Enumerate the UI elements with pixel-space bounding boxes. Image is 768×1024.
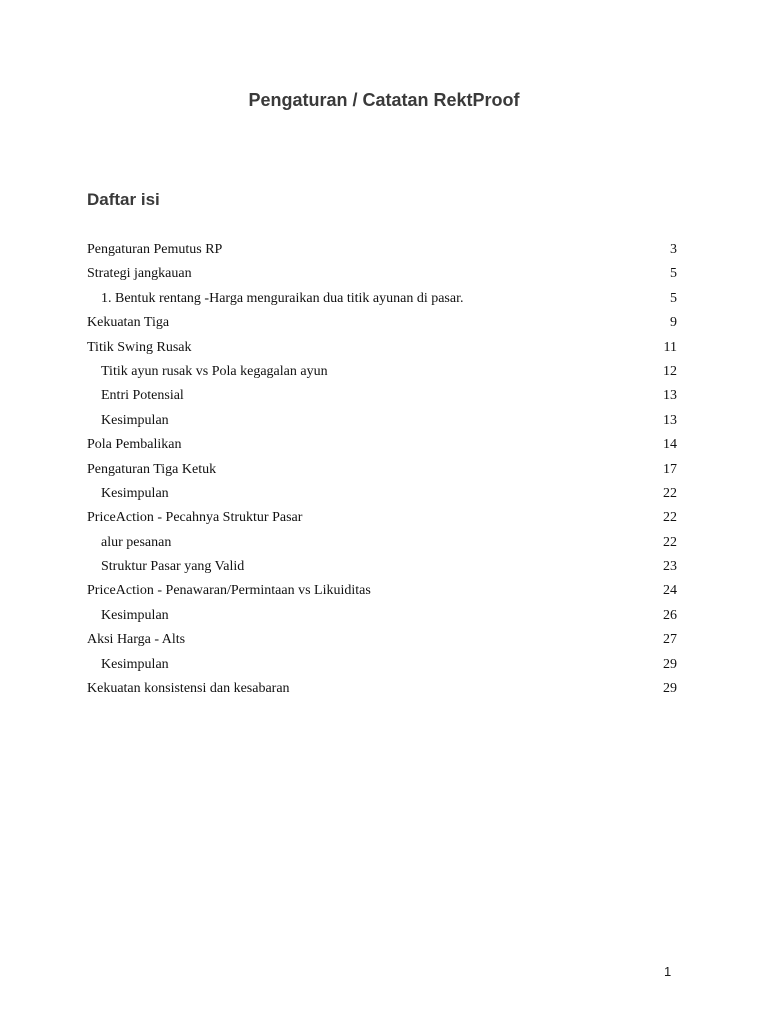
toc-entry-page: 29 <box>663 681 677 697</box>
toc-entry-label: 1. Bentuk rentang -Harga menguraikan dua titik ayunan di pasar. <box>101 290 464 306</box>
toc-entry-page: 22 <box>663 510 677 526</box>
toc-entry-label: Pengaturan Pemutus RP <box>87 242 223 257</box>
toc-entry-label: Kekuatan Tiga <box>87 315 170 331</box>
toc-subentry[interactable] <box>87 409 677 433</box>
toc-subentry[interactable] <box>87 604 677 628</box>
toc-entry-page: 11 <box>663 339 677 355</box>
toc-entry-page: 17 <box>663 461 677 477</box>
toc-entry-label: PriceAction - Pecahnya Struktur Pasar <box>87 510 303 526</box>
toc-entry[interactable] <box>87 262 677 286</box>
toc-entry-label: Kekuatan konsistensi dan kesabaran <box>87 681 290 697</box>
toc-entry-page: 14 <box>663 437 677 453</box>
toc-entry-label: Kesimpulan <box>101 607 169 623</box>
toc-entry-page: 22 <box>663 485 677 501</box>
toc-subentry[interactable] <box>87 287 677 311</box>
page-number: 1 <box>664 964 672 979</box>
toc-entry-page: 9 <box>670 315 677 331</box>
toc-entry-page: 13 <box>663 388 677 404</box>
toc-entry-page: 5 <box>670 266 677 282</box>
toc-entry[interactable] <box>87 628 677 652</box>
toc-entry-page: 24 <box>663 583 677 599</box>
toc-entry-page: 26 <box>663 607 677 623</box>
toc-entry[interactable] <box>87 433 677 457</box>
toc-entry-label: Entri Potensial <box>101 388 184 404</box>
toc-subentry[interactable] <box>87 360 677 384</box>
document-title: Pengaturan / Catatan RektProof <box>248 90 520 110</box>
toc-entry-page: 5 <box>670 290 677 306</box>
toc-subentry[interactable] <box>87 653 677 677</box>
toc-entry-page: 12 <box>663 363 677 379</box>
toc-entry-page: 23 <box>663 559 677 575</box>
toc-entry-page: 22 <box>663 534 677 550</box>
toc-entry[interactable] <box>87 336 677 360</box>
toc-entry-label: PriceAction - Penawaran/Permintaan vs Likuiditas <box>87 583 371 599</box>
toc-subentry[interactable] <box>87 531 677 555</box>
toc-entry-label: Kesimpulan <box>101 412 169 428</box>
toc-entry[interactable] <box>87 458 677 482</box>
table-of-contents <box>87 238 677 701</box>
toc-entry-label: Pengaturan Tiga Ketuk <box>87 461 217 477</box>
toc-entry-label: Titik Swing Rusak <box>87 339 192 355</box>
toc-subentry[interactable] <box>87 384 677 408</box>
toc-entry[interactable] <box>87 311 677 335</box>
toc-entry[interactable] <box>87 506 677 530</box>
toc-entry-label: Pola Pembalikan <box>87 437 182 453</box>
toc-entry-page: 29 <box>663 656 677 672</box>
toc-entry-page: 13 <box>663 412 677 428</box>
toc-entry-label: Struktur Pasar yang Valid <box>101 559 245 575</box>
toc-subentry[interactable] <box>87 482 677 506</box>
toc-entry-page: 27 <box>663 632 677 648</box>
toc-entry-label: Aksi Harga - Alts <box>87 632 186 648</box>
toc-entry[interactable] <box>87 238 677 262</box>
toc-heading: Daftar isi <box>87 190 160 209</box>
toc-entry[interactable] <box>87 579 677 603</box>
toc-entry[interactable] <box>87 677 677 701</box>
toc-entry-label: Strategi jangkauan <box>87 266 192 282</box>
toc-subentry[interactable] <box>87 555 677 579</box>
toc-entry-label: Kesimpulan <box>101 485 169 501</box>
toc-entry-label: alur pesanan <box>101 534 172 550</box>
toc-entry-label: Titik ayun rusak vs Pola kegagalan ayun <box>101 363 328 379</box>
toc-entry-page: 3 <box>670 242 677 257</box>
toc-entry-label: Kesimpulan <box>101 656 169 672</box>
